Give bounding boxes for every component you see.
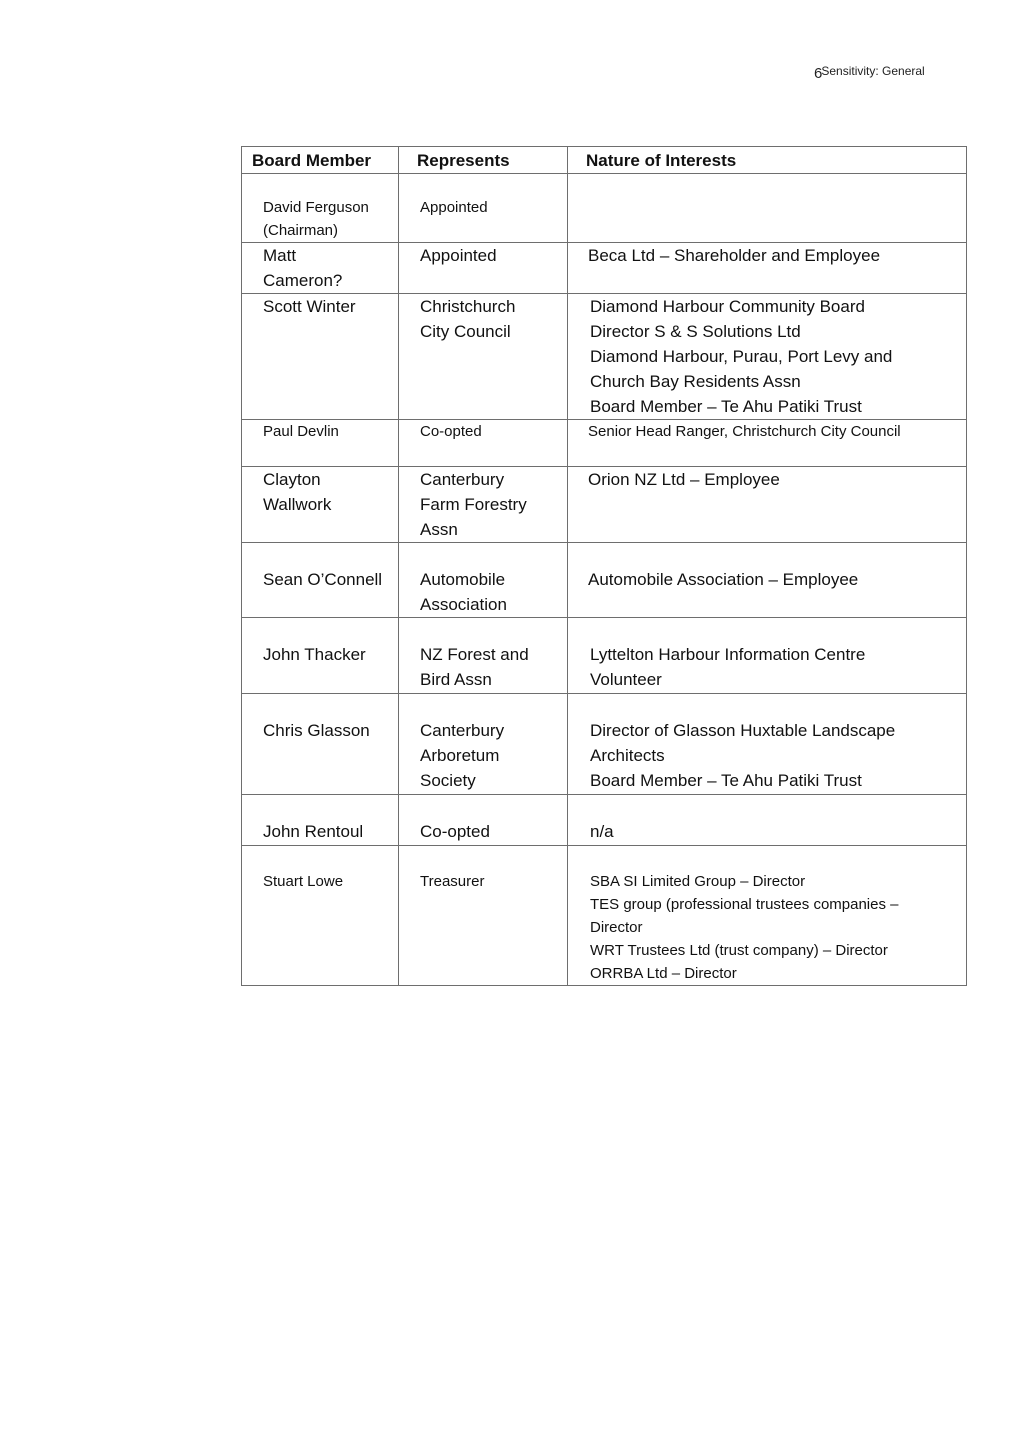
column-header-board-member: Board Member — [242, 147, 399, 174]
represents-cell — [399, 618, 568, 694]
represents-cell — [399, 174, 568, 243]
table-row — [242, 174, 967, 243]
represents-text: NZ Forest and — [420, 645, 529, 664]
column-header-represents: Represents — [399, 147, 568, 174]
table-header-row — [242, 147, 967, 174]
interest-text: Beca Ltd – Shareholder and Employee — [588, 246, 881, 265]
member-cell — [242, 795, 399, 846]
member-name: John Thacker — [263, 645, 366, 664]
member-cell — [242, 694, 399, 795]
member-name: Scott Winter — [263, 297, 356, 316]
represents-text: Society — [420, 771, 476, 790]
interest-text: Board Member – Te Ahu Patiki Trust — [590, 771, 862, 790]
board-interests-table — [241, 146, 967, 986]
interest-text: ORRBA Ltd – Director — [590, 965, 737, 982]
interest-text: Lyttelton Harbour Information Centre — [590, 645, 866, 664]
table-row — [242, 543, 967, 618]
interest-text: Diamond Harbour, Purau, Port Levy and — [590, 347, 893, 366]
member-cell — [242, 174, 399, 243]
interest-text: WRT Trustees Ltd (trust company) – Director — [590, 942, 888, 959]
column-header-nature-of-interests: Nature of Interests — [568, 147, 967, 174]
interest-text: Volunteer — [590, 670, 662, 689]
interest-text: TES group (professional trustees companies – — [590, 896, 899, 913]
interests-cell — [568, 543, 967, 618]
interest-text: Diamond Harbour Community Board — [590, 297, 865, 316]
member-cell — [242, 846, 399, 986]
represents-cell — [399, 467, 568, 543]
member-name: John Rentoul — [263, 822, 364, 841]
represents-text: Co-opted — [420, 822, 490, 841]
interest-text: Director — [590, 919, 643, 936]
interests-cell — [568, 243, 967, 294]
member-name: Sean O’Connell — [263, 570, 383, 589]
represents-cell — [399, 846, 568, 986]
represents-text: Farm Forestry — [420, 495, 527, 514]
member-cell — [242, 543, 399, 618]
table-row — [242, 846, 967, 986]
represents-cell — [399, 420, 568, 467]
represents-text: Automobile — [420, 570, 506, 589]
interests-cell — [568, 294, 967, 420]
member-name: Chris Glasson — [263, 721, 370, 740]
interest-text: SBA SI Limited Group – Director — [590, 873, 806, 890]
represents-cell — [399, 795, 568, 846]
table-row — [242, 618, 967, 694]
represents-text: Appointed — [420, 246, 497, 265]
interest-text: n/a — [590, 822, 614, 841]
member-name: Matt — [263, 246, 297, 265]
represents-text: Treasurer — [420, 873, 485, 890]
interests-cell — [568, 795, 967, 846]
interests-cell — [568, 694, 967, 795]
interest-text: Senior Head Ranger, Christchurch City Council — [588, 423, 901, 440]
represents-cell — [399, 294, 568, 420]
represents-text: Bird Assn — [420, 670, 492, 689]
interests-cell — [568, 618, 967, 694]
sensitivity-label — [814, 62, 925, 82]
represents-cell — [399, 243, 568, 294]
member-name: David Ferguson — [263, 199, 369, 216]
interests-cell — [568, 467, 967, 543]
member-name: Cameron? — [263, 271, 343, 290]
member-cell — [242, 618, 399, 694]
represents-text: Appointed — [420, 199, 488, 216]
table-row — [242, 795, 967, 846]
interest-text: Orion NZ Ltd – Employee — [588, 470, 780, 489]
table-row — [242, 294, 967, 420]
represents-text: City Council — [420, 322, 511, 341]
page-number: 6 — [814, 65, 823, 82]
represents-text: Canterbury — [420, 721, 505, 740]
interest-text: Director S & S Solutions Ltd — [590, 322, 801, 341]
member-name: Wallwork — [263, 495, 332, 514]
interests-cell — [568, 420, 967, 467]
member-role: (Chairman) — [263, 222, 339, 239]
member-name: Paul Devlin — [263, 423, 339, 440]
member-cell — [242, 294, 399, 420]
represents-text: Assn — [420, 520, 458, 539]
table-row — [242, 694, 967, 795]
interests-cell — [568, 846, 967, 986]
member-cell — [242, 243, 399, 294]
interests-cell — [568, 174, 967, 243]
table-row — [242, 467, 967, 543]
represents-text: Arboretum — [420, 746, 500, 765]
table-row — [242, 243, 967, 294]
interest-text: Director of Glasson Huxtable Landscape — [590, 721, 896, 740]
represents-text: Association — [420, 595, 507, 614]
member-cell — [242, 420, 399, 467]
table-row — [242, 420, 967, 467]
represents-text: Canterbury — [420, 470, 505, 489]
interest-text: Automobile Association – Employee — [588, 570, 859, 589]
interest-text: Church Bay Residents Assn — [590, 372, 801, 391]
member-name: Stuart Lowe — [263, 873, 344, 890]
member-name: Clayton — [263, 470, 321, 489]
sensitivity-text: Sensitivity: General — [821, 64, 925, 78]
represents-text: Co-opted — [420, 423, 482, 440]
represents-cell — [399, 543, 568, 618]
represents-text: Christchurch — [420, 297, 516, 316]
member-cell — [242, 467, 399, 543]
interest-text: Architects — [590, 746, 665, 765]
represents-cell — [399, 694, 568, 795]
interest-text: Board Member – Te Ahu Patiki Trust — [590, 397, 862, 416]
